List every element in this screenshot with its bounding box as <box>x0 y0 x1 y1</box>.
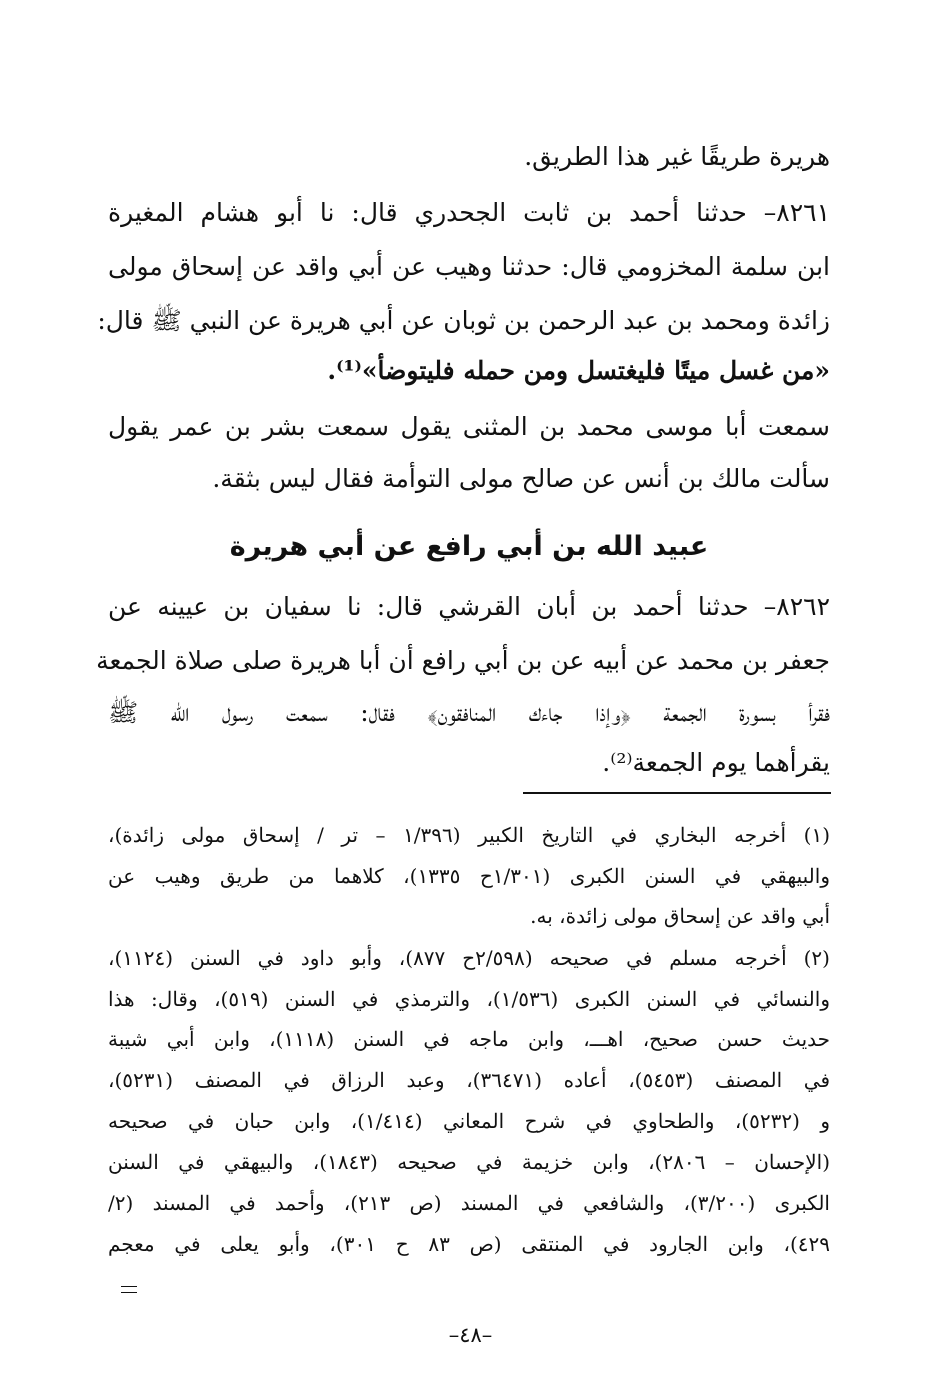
footnote-line: في المصنف (٥٤٥٣)، أعاده (٣٦٤٧١)، وعبد الرزاق في المصنف (٥٢٣١)، <box>108 1068 831 1092</box>
hadith-text: «من غسل ميتًا فليغتسل ومن حمله فليتوضأ»⁽¹⁾. <box>327 356 830 385</box>
text-line: ٨٢٦٢– حدثنا أحمد بن أبان القرشي قال: نا سفيان بن عيينه عن <box>108 592 830 621</box>
footnote-line: حديث حسن صحيح، اهـــ، وابن ماجه في السنن (١١١٨)، وابن أبي شيبة <box>108 1027 830 1051</box>
footnote-line: والبيهقي في السنن الكبرى (١/٣٠١ح ١٣٣٥)، كلاهما من طريق وهيب عن <box>108 864 830 888</box>
footnote-line: (٢) أخرجه مسلم في صحيحه (٢/٥٩٨ح ٨٧٧)، وأبو داود في السنن (١١٢٤)، <box>108 946 830 970</box>
text-line: فقرأ بسورة الجمعة ﴿وإذا جاءك المنافقون﴾ فقال: سمعت رسول الله ﷺ <box>108 698 830 727</box>
section-heading: عبيد الله بن أبي رافع عن أبي هريرة <box>229 531 709 562</box>
footnote-line: (١) أخرجه البخاري في التاريخ الكبير (١/٣٩٦ – تر / إسحاق مولى زائدة)، <box>108 823 830 847</box>
footnote-line: و (٥٢٣٢)، والطحاوي في شرح المعاني (١/٤١٤)، وابن حبان في صحيحه <box>108 1109 830 1133</box>
footnote-line: أبي واقد عن إسحاق مولى زائدة، به. <box>530 904 830 928</box>
footnote-line: الكبرى (٣/٢٠٠)، والشافعي في المسند (ص ٢١٣)، وأحمد في المسند (٢/ <box>108 1191 830 1215</box>
text-line: ابن سلمة المخزومي قال: حدثنا وهيب عن أبي واقد عن إسحاق مولى <box>108 252 830 281</box>
text-line: يقرأهما يوم الجمعة⁽²⁾. <box>602 748 830 777</box>
footnote-line: (الإحسان – ٢٨٠٦)، وابن خزيمة في صحيحه (١٨٤٣)، والبيهقي في السنن <box>108 1150 830 1174</box>
text-line: زائدة ومحمد بن عبد الرحمن بن ثوبان عن أبي هريرة عن النبي ﷺ قال: <box>97 306 830 335</box>
footnote-line: ٤٢٩)، وابن الجارود في المنتقى (ص ٨٣ ح ٣٠١)، وأبو يعلى في معجم <box>108 1232 831 1256</box>
text-line: جعفر بن محمد عن أبيه عن بن أبي رافع أن أبا هريرة صلى صلاة الجمعة <box>96 646 830 675</box>
text-line: هريرة طريقًا غير هذا الطريق. <box>524 142 830 171</box>
continuation-mark <box>121 1286 137 1293</box>
text-line: سألت مالك بن أنس عن صالح مولى التوأمة فقال ليس بثقة. <box>212 464 830 493</box>
page-number: –٤٨– <box>448 1323 493 1347</box>
text-line: ٨٢٦١– حدثنا أحمد بن ثابت الجحدري قال: نا أبو هشام المغيرة <box>108 198 830 227</box>
text-line: سمعت أبا موسى محمد بن المثنى يقول سمعت بشر بن عمر يقول <box>108 412 830 441</box>
footnotes <box>96 0 831 1300</box>
footnote-line: والنسائي في السنن الكبرى (١/٥٣٦)، والترمذي في السنن (٥١٩)، وقال: هذا <box>108 987 830 1011</box>
